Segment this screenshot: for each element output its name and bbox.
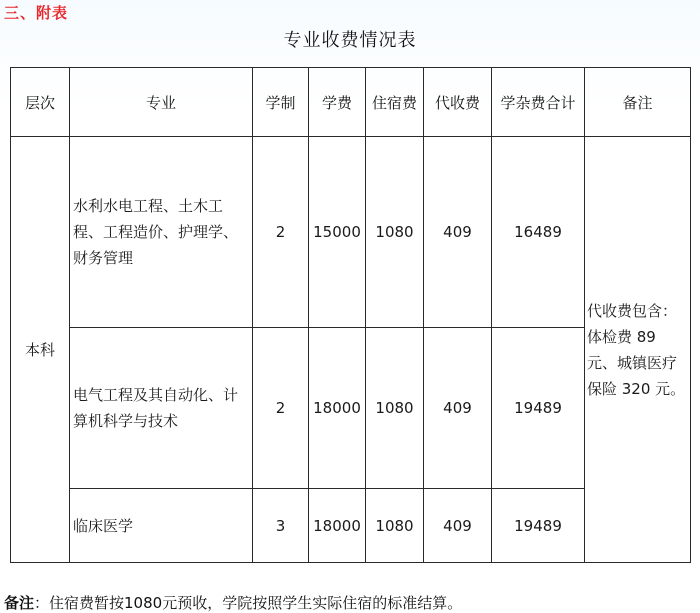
- major-cell: 临床医学: [70, 489, 253, 563]
- footnote-label: 备注: [4, 594, 35, 612]
- tuition-cell: 15000: [309, 137, 366, 328]
- header-row: [11, 68, 691, 137]
- collected-cell: 409: [424, 489, 492, 563]
- section-heading: 三、附表: [4, 4, 69, 22]
- header-accommodation: 住宿费: [366, 68, 424, 137]
- header-remarks: 备注: [585, 68, 691, 137]
- remarks-cell: 代收费包含：体检费 89 元、城镇医疗保险 320 元。: [585, 137, 691, 563]
- table-title: 专业收费情况表: [283, 30, 417, 51]
- footnote: [4, 592, 462, 613]
- header-collected: 代收费: [424, 68, 492, 137]
- total-cell: 19489: [492, 328, 585, 489]
- years-cell: 3: [253, 489, 309, 563]
- header-tuition: 学费: [309, 68, 366, 137]
- years-cell: 2: [253, 137, 309, 328]
- accommodation-cell: 1080: [366, 489, 424, 563]
- header-level: 层次: [11, 68, 70, 137]
- header-total: 学杂费合计: [492, 68, 585, 137]
- total-cell: 16489: [492, 137, 585, 328]
- table-row: [11, 137, 691, 328]
- major-cell: 水利水电工程、土木工程、工程造价、护理学、财务管理: [70, 137, 253, 328]
- level-cell: 本科: [11, 137, 70, 563]
- years-cell: 2: [253, 328, 309, 489]
- accommodation-cell: 1080: [366, 137, 424, 328]
- collected-cell: 409: [424, 137, 492, 328]
- header-years: 学制: [253, 68, 309, 137]
- accommodation-cell: 1080: [366, 328, 424, 489]
- header-major: 专业: [70, 68, 253, 137]
- major-cell: 电气工程及其自动化、计算机科学与技术: [70, 328, 253, 489]
- fee-table: [10, 67, 691, 563]
- collected-cell: 409: [424, 328, 492, 489]
- footnote-text: ：住宿费暂按1080元预收，学院按照学生实际住宿的标准结算。: [34, 594, 463, 612]
- tuition-cell: 18000: [309, 328, 366, 489]
- total-cell: 19489: [492, 489, 585, 563]
- tuition-cell: 18000: [309, 489, 366, 563]
